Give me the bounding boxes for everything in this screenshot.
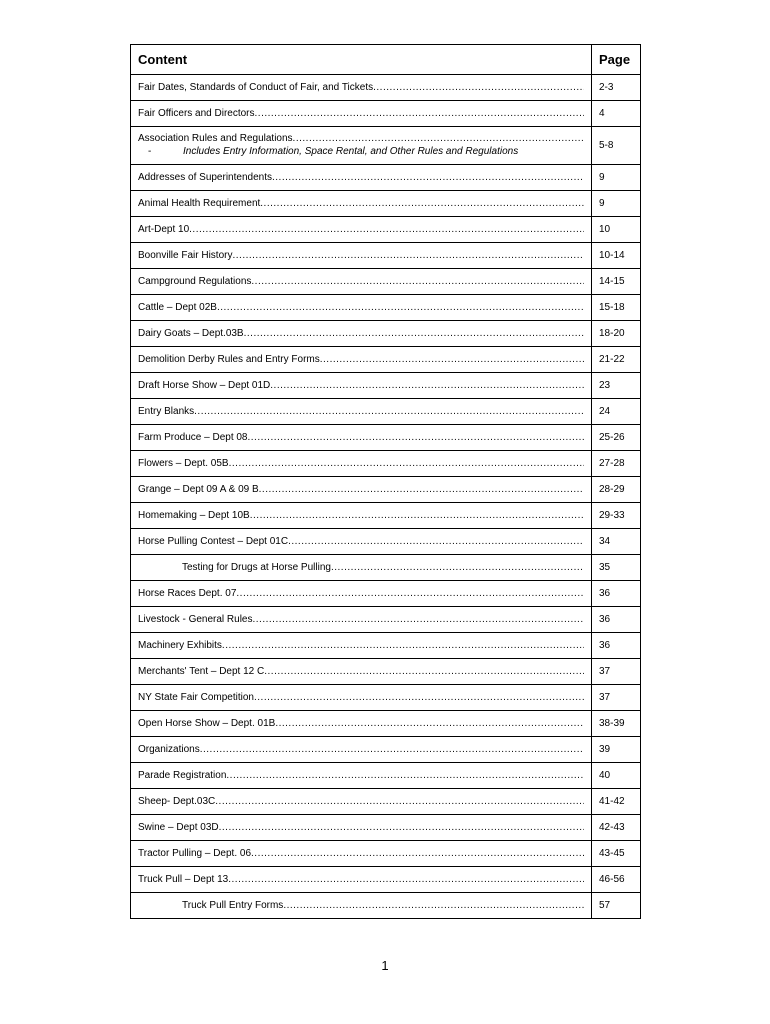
entry-page: 57 (592, 893, 641, 919)
toc-entry-cell (131, 581, 592, 607)
table-row (131, 581, 641, 607)
entry-page: 36 (592, 633, 641, 659)
entry-page: 10-14 (592, 243, 641, 269)
entry-title: Testing for Drugs at Horse Pulling (182, 561, 331, 573)
table-row (131, 607, 641, 633)
content-column-header: Content (131, 45, 592, 75)
entry-page: 36 (592, 581, 641, 607)
entry-page: 14-15 (592, 269, 641, 295)
table-row (131, 893, 641, 919)
toc-entry (138, 432, 584, 444)
dot-leader (236, 588, 584, 600)
table-row (131, 295, 641, 321)
dot-leader (253, 614, 585, 626)
toc-entry-cell (131, 127, 592, 165)
toc-entry-cell (131, 451, 592, 477)
note-text: Includes Entry Information, Space Rental, and Other Rules and Regulations (183, 146, 519, 157)
toc-entry-cell (131, 269, 592, 295)
toc-entry-cell (131, 867, 592, 893)
table-row (131, 737, 641, 763)
toc-entry (138, 796, 584, 808)
entry-page: 46-56 (592, 867, 641, 893)
toc-entry (138, 692, 584, 704)
dot-leader (244, 328, 584, 340)
toc-entry-cell (131, 503, 592, 529)
table-row (131, 243, 641, 269)
entry-title: Open Horse Show – Dept. 01B (138, 717, 276, 729)
toc-entry-cell (131, 737, 592, 763)
entry-page: 29-33 (592, 503, 641, 529)
dot-leader (283, 900, 584, 912)
dot-leader (250, 510, 584, 522)
entry-page: 21-22 (592, 347, 641, 373)
table-row (131, 399, 641, 425)
toc-entry-cell (131, 633, 592, 659)
toc-entry-cell (131, 191, 592, 217)
dot-leader (232, 250, 584, 262)
dot-leader (254, 692, 584, 704)
entry-page: 2-3 (592, 75, 641, 101)
entry-title: Animal Health Requirement (138, 197, 261, 209)
entry-title: Addresses of Superintendents (138, 171, 272, 183)
entry-title: Boonville Fair History (138, 249, 233, 261)
toc-entry-cell (131, 425, 592, 451)
toc-entry (138, 874, 584, 886)
dot-leader (219, 822, 584, 834)
toc-entry-cell (131, 75, 592, 101)
entry-title: Association Rules and Regulations (138, 133, 293, 144)
table-row (131, 659, 641, 685)
toc-entry (138, 458, 584, 470)
toc-entry-cell (131, 399, 592, 425)
page-column-header: Page (592, 45, 641, 75)
entry-page: 9 (592, 165, 641, 191)
entry-title: Farm Produce – Dept 08 (138, 431, 248, 443)
toc-entry (138, 224, 584, 236)
entry-title: Dairy Goats – Dept.03B (138, 327, 244, 339)
dot-leader (226, 770, 584, 782)
entry-title: Parade Registration (138, 769, 227, 781)
table-row (131, 555, 641, 581)
entry-page: 28-29 (592, 477, 641, 503)
toc-entry (138, 198, 584, 210)
toc-header-row (131, 45, 641, 75)
table-row (131, 75, 641, 101)
entry-page: 24 (592, 399, 641, 425)
entry-title: Organizations (138, 743, 200, 755)
entry-page: 36 (592, 607, 641, 633)
dot-leader (189, 224, 584, 236)
entry-note (138, 146, 584, 158)
entry-title: Homemaking – Dept 10B (138, 509, 250, 521)
entry-page: 35 (592, 555, 641, 581)
entry-title: Demolition Derby Rules and Entry Forms (138, 353, 320, 365)
toc-entry-cell (131, 815, 592, 841)
entry-page: 10 (592, 217, 641, 243)
entry-page: 40 (592, 763, 641, 789)
table-row (131, 789, 641, 815)
toc-entry (138, 406, 584, 418)
entry-title: Machinery Exhibits (138, 639, 222, 651)
dot-leader (331, 562, 584, 574)
entry-title: Grange – Dept 09 A & 09 B (138, 483, 259, 495)
toc-entry-cell (131, 347, 592, 373)
table-row (131, 763, 641, 789)
dot-leader (251, 848, 584, 860)
toc-entry-cell (131, 477, 592, 503)
dot-leader (272, 172, 584, 184)
dot-leader (229, 458, 584, 470)
toc-entry (138, 380, 584, 392)
dot-leader (288, 536, 584, 548)
entry-title: Entry Blanks (138, 405, 195, 417)
toc-entry-cell (131, 607, 592, 633)
table-row (131, 711, 641, 737)
entry-page: 37 (592, 659, 641, 685)
dot-leader (270, 380, 584, 392)
table-row (131, 165, 641, 191)
toc-entry (138, 354, 584, 366)
toc-entry (138, 250, 584, 262)
entry-title: Flowers – Dept. 05B (138, 457, 229, 469)
entry-page: 18-20 (592, 321, 641, 347)
dot-leader (248, 432, 585, 444)
entry-title: Campground Regulations (138, 275, 252, 287)
toc-sub-entry (138, 562, 584, 574)
table-row (131, 127, 641, 165)
page-number: 1 (381, 958, 389, 973)
entry-title: Livestock - General Rules (138, 613, 253, 625)
entry-title: Art-Dept 10 (138, 223, 190, 235)
entry-page: 5-8 (592, 127, 641, 165)
toc-entry (138, 822, 584, 834)
toc-entry (138, 82, 584, 94)
toc-entry (138, 108, 584, 120)
table-row (131, 451, 641, 477)
table-row (131, 685, 641, 711)
toc-entry (138, 718, 584, 730)
toc-entry-cell (131, 101, 592, 127)
table-row (131, 269, 641, 295)
entry-page: 9 (592, 191, 641, 217)
toc-entry-cell (131, 685, 592, 711)
dot-leader (228, 874, 584, 886)
entry-title: Truck Pull Entry Forms (182, 899, 284, 911)
entry-page: 38-39 (592, 711, 641, 737)
entry-page: 42-43 (592, 815, 641, 841)
toc-entry-cell (131, 295, 592, 321)
entry-page: 37 (592, 685, 641, 711)
entry-page: 23 (592, 373, 641, 399)
entry-page: 43-45 (592, 841, 641, 867)
table-row (131, 101, 641, 127)
entry-page: 15-18 (592, 295, 641, 321)
toc-entry-cell (131, 841, 592, 867)
table-row (131, 425, 641, 451)
toc-entry-cell (131, 529, 592, 555)
entry-page: 34 (592, 529, 641, 555)
entry-title: Swine – Dept 03D (138, 821, 219, 833)
dot-leader (217, 302, 584, 314)
entry-page: 27-28 (592, 451, 641, 477)
entry-title: Horse Pulling Contest – Dept 01C (138, 535, 289, 547)
table-row (131, 867, 641, 893)
toc-entry-cell (131, 763, 592, 789)
entry-title: Truck Pull – Dept 13 (138, 873, 229, 885)
table-row (131, 529, 641, 555)
table-row (131, 217, 641, 243)
dot-leader (293, 133, 584, 145)
table-row (131, 633, 641, 659)
dot-leader (320, 354, 584, 366)
toc-body (131, 75, 641, 919)
table-row (131, 503, 641, 529)
entry-title: NY State Fair Competition (138, 691, 254, 703)
toc-entry (138, 770, 584, 782)
entry-page: 41-42 (592, 789, 641, 815)
dot-leader (215, 796, 584, 808)
table-row (131, 477, 641, 503)
dot-leader (255, 108, 584, 120)
toc-entry (138, 536, 584, 548)
toc-entry-cell (131, 243, 592, 269)
table-of-contents (130, 44, 641, 919)
dot-leader (251, 276, 584, 288)
table-row (131, 347, 641, 373)
dot-leader (259, 484, 584, 496)
toc-entry-cell (131, 789, 592, 815)
dot-leader (194, 406, 584, 418)
toc-entry (138, 302, 584, 314)
dot-leader (222, 640, 584, 652)
toc-entry (138, 484, 584, 496)
toc-entry-cell (131, 893, 592, 919)
note-dash: - (148, 146, 152, 157)
toc-entry (138, 328, 584, 340)
table-row (131, 841, 641, 867)
toc-entry (138, 172, 584, 184)
dot-leader (260, 198, 584, 210)
entry-title: Horse Races Dept. 07 (138, 587, 237, 599)
entry-title: Sheep- Dept.03C (138, 795, 216, 807)
entry-title: Tractor Pulling – Dept. 06 (138, 847, 252, 859)
table-row (131, 373, 641, 399)
toc-entry-cell (131, 373, 592, 399)
dot-leader (200, 744, 584, 756)
toc-entry (138, 848, 584, 860)
entry-page: 25-26 (592, 425, 641, 451)
toc-entry-cell (131, 217, 592, 243)
toc-entry (138, 744, 584, 756)
entry-title: Draft Horse Show – Dept 01D (138, 379, 271, 391)
dot-leader (275, 718, 584, 730)
toc-entry (138, 276, 584, 288)
toc-entry-cell (131, 659, 592, 685)
toc-entry-cell (131, 321, 592, 347)
table-row (131, 815, 641, 841)
toc-entry-cell (131, 165, 592, 191)
entry-title: Fair Dates, Standards of Conduct of Fair, and Tickets (138, 81, 374, 93)
toc-entry (138, 510, 584, 522)
toc-entry (138, 133, 584, 145)
toc-entry (138, 614, 584, 626)
toc-entry-cell (131, 555, 592, 581)
dot-leader (264, 666, 584, 678)
dot-leader (373, 82, 584, 94)
entry-title: Fair Officers and Directors (138, 107, 255, 119)
toc-entry (138, 666, 584, 678)
table-row (131, 191, 641, 217)
toc-entry-cell (131, 711, 592, 737)
entry-page: 4 (592, 101, 641, 127)
table-row (131, 321, 641, 347)
entry-title: Merchants' Tent – Dept 12 C (138, 665, 265, 677)
toc-entry (138, 588, 584, 600)
toc-sub-entry (138, 900, 584, 912)
toc-entry (138, 640, 584, 652)
entry-title: Cattle – Dept 02B (138, 301, 217, 313)
entry-page: 39 (592, 737, 641, 763)
